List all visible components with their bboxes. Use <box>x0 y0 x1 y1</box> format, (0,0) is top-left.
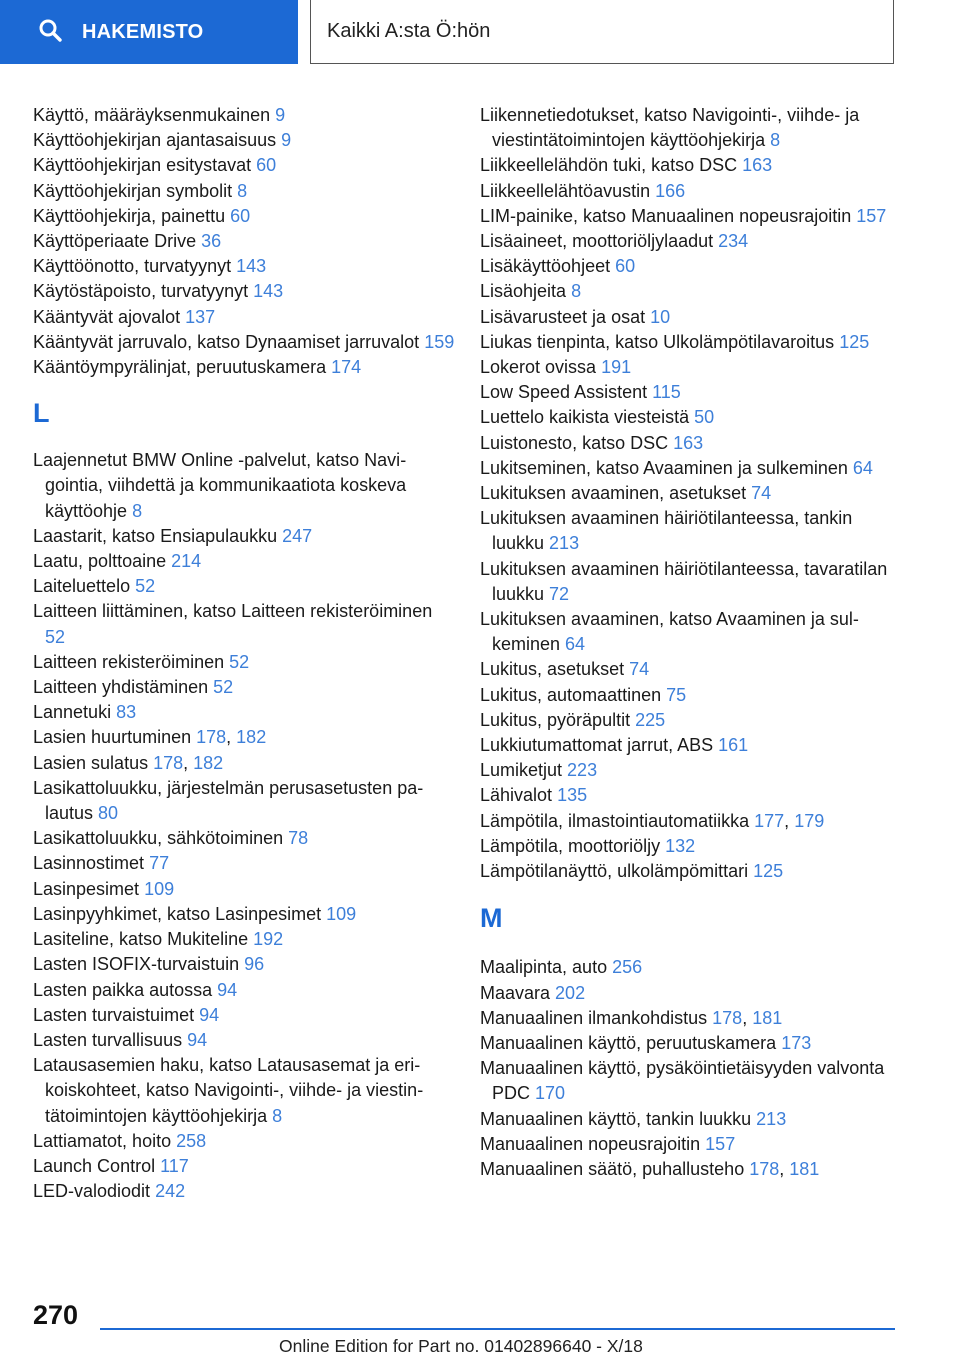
index-entry-text: Lukitus, pyöräpultit <box>480 709 636 730</box>
index-entry <box>480 279 900 304</box>
page-ref-link[interactable]: 214 <box>171 551 202 572</box>
page-ref-link[interactable]: 179 <box>794 810 825 831</box>
index-entry-text: Lasten turvallisuus <box>33 1029 188 1050</box>
page-ref-link[interactable]: 135 <box>557 785 588 806</box>
index-entry-text: Liikkeellelähtöavustin <box>480 180 656 201</box>
page-ref-link[interactable]: 52 <box>213 677 234 698</box>
index-entry-text: Lannetuki <box>33 702 117 723</box>
index-entry <box>33 179 455 204</box>
index-entry <box>480 708 900 733</box>
a-to-z-tab-label: Kaikki A:sta Ö:hön <box>327 20 491 42</box>
page-ref-link[interactable]: 78 <box>288 828 309 849</box>
page-ref-link[interactable]: 83 <box>116 702 137 723</box>
page-ref-link[interactable]: 9 <box>275 105 286 125</box>
index-entry <box>480 683 900 708</box>
index-entry-text: Kääntyvät jarruvalo, katso Dynaamiset jarruvalot <box>33 331 425 352</box>
index-entry <box>480 1132 900 1157</box>
page-ref-link[interactable]: 234 <box>718 231 749 252</box>
index-entry-text: Lisäkäyttöohjeet <box>480 256 616 277</box>
index-entry <box>480 380 900 405</box>
index-entry-text: Laiteluettelo <box>33 576 136 597</box>
index-entry <box>33 330 455 355</box>
section-letter: M <box>480 903 503 934</box>
index-entry <box>480 557 900 607</box>
page-ref-link[interactable]: 8 <box>237 180 248 201</box>
index-entry-text: Lämpötila, moottoriöljy <box>480 835 666 856</box>
index-entry-text: Laitteen liittäminen, katso Laitteen rekisteröiminen <box>33 601 433 622</box>
index-entry-text: Lasinnostimet <box>33 853 150 874</box>
index-entry-text: Lämpötila, ilmastointiautomatiikka <box>480 810 755 831</box>
page-ref-link[interactable]: 125 <box>839 331 870 352</box>
ref-separator: , <box>742 1007 753 1028</box>
index-entry <box>480 431 900 456</box>
page-ref-link[interactable]: 64 <box>565 634 586 655</box>
section-letter: L <box>33 398 50 429</box>
index-entry <box>480 355 900 380</box>
index-entry-text: Luettelo kaikista viesteistä <box>480 407 695 428</box>
page-ref-link[interactable]: 117 <box>160 1155 189 1176</box>
index-entry <box>480 506 900 556</box>
index-entry <box>480 153 900 178</box>
index-entry-text: Lasten ISOFIX-turvaistuin <box>33 954 245 975</box>
page-ref-link[interactable]: 213 <box>756 1108 787 1129</box>
index-entry-text: Käytöstäpoisto, turvatyynyt <box>33 281 254 302</box>
index-entry-text: Luistonesto, katso DSC <box>480 432 674 453</box>
index-entry-text: Lukituksen avaaminen, katso Avaaminen ja sulkeminen <box>480 609 859 655</box>
index-entry-text: Maavara <box>480 982 556 1003</box>
page-ref-link[interactable]: 182 <box>193 752 224 773</box>
index-entry-text: Lasinpesimet <box>33 878 145 899</box>
page-ref-link[interactable]: 109 <box>326 903 357 924</box>
footer-divider <box>100 1328 895 1330</box>
index-entry <box>480 1107 900 1132</box>
page-ref-link[interactable]: 178 <box>749 1158 780 1179</box>
index-entry-text: Lasiteline, katso Mukiteline <box>33 929 254 950</box>
ref-separator: , <box>779 1158 790 1179</box>
page-ref-link[interactable]: 96 <box>244 954 265 975</box>
index-entry <box>480 305 900 330</box>
page-ref-link[interactable]: 202 <box>555 982 586 1003</box>
index-entry-text: Lukituksen avaaminen, asetukset <box>480 483 752 504</box>
index-entry <box>480 981 900 1006</box>
page-ref-link[interactable]: 178 <box>712 1007 743 1028</box>
page-ref-link[interactable]: 94 <box>217 979 238 1000</box>
index-entry-text: Lasten paikka autossa <box>33 979 218 1000</box>
page-ref-link[interactable]: 143 <box>236 256 267 277</box>
index-entry-text: Manuaalinen käyttö, pysäköintietäisyyden valvonta PDC <box>480 1058 885 1104</box>
page-ref-link[interactable]: 52 <box>229 651 250 672</box>
index-entry <box>480 607 900 657</box>
page-ref-link[interactable]: 74 <box>629 659 650 680</box>
index-entry-text: Kääntöympyrälinjat, peruutuskamera <box>33 357 332 378</box>
page-ref-link[interactable]: 137 <box>185 306 216 327</box>
page-ref-link[interactable]: 174 <box>331 357 362 378</box>
index-entry <box>480 330 900 355</box>
index-entry <box>480 809 900 834</box>
index-entry <box>33 700 455 725</box>
index-entry <box>33 776 455 826</box>
index-entry <box>480 1006 900 1031</box>
index-entry-text: Lumiketjut <box>480 760 568 781</box>
index-entry-text: Käyttöohjekirjan ajantasaisuus <box>33 130 282 151</box>
page-ref-link[interactable]: 77 <box>149 853 170 874</box>
page-ref-link[interactable]: 182 <box>236 727 267 748</box>
index-entry-text: Manuaalinen käyttö, peruutuskamera <box>480 1032 782 1053</box>
index-entry <box>33 153 455 178</box>
ref-separator: , <box>183 752 194 773</box>
page-ref-link[interactable]: 191 <box>601 357 632 378</box>
page-ref-link[interactable]: 213 <box>549 533 580 554</box>
index-entry <box>33 254 455 279</box>
index-entry <box>480 1157 900 1182</box>
page-ref-link[interactable]: 125 <box>753 861 784 882</box>
ref-separator: , <box>784 810 795 831</box>
a-to-z-tab[interactable] <box>310 0 894 64</box>
index-entry <box>33 927 455 952</box>
index-entry <box>480 481 900 506</box>
index-entry-text: Lasien sulatus <box>33 752 154 773</box>
page-number: 270 <box>33 1300 79 1330</box>
page-ref-link[interactable]: 74 <box>751 483 772 504</box>
index-entry-text: Lasikattoluukku, järjestelmän perusasetusten palautus <box>33 777 424 824</box>
page-ref-link[interactable]: 8 <box>571 281 582 302</box>
index-entry <box>480 657 900 682</box>
index-entry-text: Liikkeellelähdön tuki, katso DSC <box>480 155 743 176</box>
index-entry <box>33 229 455 254</box>
page-ref-link[interactable]: 242 <box>155 1181 186 1202</box>
index-entry <box>33 549 455 574</box>
page-ref-link[interactable]: 64 <box>852 457 873 478</box>
search-icon <box>38 18 62 47</box>
page-ref-link[interactable]: 256 <box>612 957 643 978</box>
index-entry <box>480 834 900 859</box>
page-ref-link[interactable]: 225 <box>635 709 666 730</box>
edition-text: Online Edition for Part no. 01402896640 - X/18 <box>279 1336 643 1356</box>
index-entry <box>33 204 455 229</box>
page-ref-link[interactable]: 50 <box>694 407 715 428</box>
page-ref-link[interactable]: 178 <box>196 727 227 748</box>
index-entry-text: Lattiamatot, hoito <box>33 1130 177 1151</box>
index-entry <box>33 1028 455 1053</box>
index-entry <box>33 675 455 700</box>
index-entry <box>33 103 455 128</box>
index-entry-text: Lukitus, automaattinen <box>480 684 667 705</box>
ref-separator: , <box>226 727 237 748</box>
index-entry-text: Low Speed Assistent <box>480 382 653 403</box>
index-entry-text: Launch Control <box>33 1155 161 1176</box>
page-ref-link[interactable]: 170 <box>535 1083 566 1104</box>
index-entry <box>480 783 900 808</box>
index-entry-text: LIM-painike, katso Manuaalinen nopeusrajoitin <box>480 205 857 226</box>
index-entry-text: Lisäohjeita <box>480 281 572 302</box>
page-ref-link[interactable]: 72 <box>549 583 570 604</box>
index-entry-text: Lukituksen avaaminen häiriötilanteessa, tavaratilan luukku <box>480 558 888 604</box>
page-ref-link[interactable]: 115 <box>652 382 681 403</box>
index-entry-text: Laitteen yhdistäminen <box>33 677 214 698</box>
index-entry-text: LED-valodiodit <box>33 1181 156 1202</box>
index-entry-text: Manuaalinen ilmankohdistus <box>480 1007 713 1028</box>
index-entry <box>33 826 455 851</box>
index-entry <box>33 448 455 524</box>
page-ref-link[interactable]: 9 <box>281 130 292 151</box>
page-ref-link[interactable]: 177 <box>754 810 785 831</box>
page-ref-link[interactable]: 94 <box>199 1004 220 1025</box>
index-entry-text: Käyttöperiaate Drive <box>33 231 202 252</box>
index-entry <box>480 229 900 254</box>
index-entry-text: Lisävarusteet ja osat <box>480 306 651 327</box>
index-entry-text: Lähivalot <box>480 785 558 806</box>
page-ref-link[interactable]: 132 <box>665 835 696 856</box>
index-entry-text: Kääntyvät ajovalot <box>33 306 186 327</box>
index-entry-text: Lasten turvaistuimet <box>33 1004 200 1025</box>
page-ref-link[interactable]: 192 <box>253 929 284 950</box>
index-entry-text: Lämpötilanäyttö, ulkolämpömittari <box>480 861 754 882</box>
index-entry <box>33 650 455 675</box>
index-tab[interactable] <box>0 0 298 64</box>
index-entry <box>33 1154 455 1179</box>
page-ref-link[interactable]: 258 <box>176 1130 207 1151</box>
index-entry-text: Käyttöohjekirja, painettu <box>33 205 231 226</box>
index-entry <box>33 877 455 902</box>
page-ref-link[interactable]: 60 <box>256 155 277 176</box>
index-entry-text: Laatu, polttoaine <box>33 551 172 572</box>
index-entry <box>480 1056 900 1106</box>
page-ref-link[interactable]: 157 <box>856 205 887 226</box>
index-entry <box>480 405 900 430</box>
index-entry-text: Lasien huurtuminen <box>33 727 197 748</box>
index-entry <box>33 1179 455 1204</box>
index-entry <box>33 128 455 153</box>
index-entry <box>480 456 900 481</box>
index-entry-text: Käyttöohjekirjan symbolit <box>33 180 238 201</box>
page-ref-link[interactable]: 247 <box>282 525 313 546</box>
index-entry-text: Lasikattoluukku, sähkötoiminen <box>33 828 289 849</box>
index-entry-text: Maalipinta, auto <box>480 957 613 978</box>
index-entry-text: Laastarit, katso Ensiapulaukku <box>33 525 283 546</box>
page-ref-link[interactable]: 143 <box>253 281 284 302</box>
index-entry <box>480 859 900 884</box>
index-entry <box>33 574 455 599</box>
index-entry-text: Lasinpyyhkimet, katso Lasinpesimet <box>33 903 327 924</box>
index-entry <box>480 204 900 229</box>
index-entry <box>480 103 900 153</box>
page-ref-link[interactable]: 166 <box>655 180 686 201</box>
index-entry <box>33 978 455 1003</box>
index-entry <box>480 254 900 279</box>
page-ref-link[interactable]: 36 <box>201 231 222 252</box>
index-tab-label: HAKEMISTO <box>82 20 204 43</box>
index-entry-text: Käyttöönotto, turvatyynyt <box>33 256 237 277</box>
index-entry-text: Käyttöohjekirjan esitystavat <box>33 155 257 176</box>
page-ref-link[interactable]: 181 <box>752 1007 783 1028</box>
page-ref-link[interactable]: 163 <box>742 155 773 176</box>
index-entry <box>33 902 455 927</box>
index-entry <box>33 751 455 776</box>
page-ref-link[interactable]: 157 <box>705 1133 736 1154</box>
index-entry <box>480 1031 900 1056</box>
index-entry-text: Lukkiutumattomat jarrut, ABS <box>480 735 719 756</box>
index-column-left <box>33 103 455 1204</box>
page-ref-link[interactable]: 60 <box>230 205 251 226</box>
index-entry-text: Lisäaineet, moottoriöljylaadut <box>480 231 719 252</box>
page-ref-link[interactable]: 223 <box>567 760 598 781</box>
index-entry <box>33 952 455 977</box>
index-entry-text: Laajennetut BMW Online -palvelut, katso Navigointia, viihdettä ja kommunikaatiota koskeva käyttöohje <box>33 450 407 521</box>
index-entry <box>480 733 900 758</box>
index-entry <box>33 725 455 750</box>
page-ref-link[interactable]: 52 <box>45 626 66 647</box>
index-entry <box>480 179 900 204</box>
index-entry-text: Lokerot ovissa <box>480 357 602 378</box>
index-entry-text: Lukituksen avaaminen häiriötilanteessa, tankin luukku <box>480 508 853 554</box>
page-ref-link[interactable]: 161 <box>718 735 749 756</box>
page-ref-link[interactable]: 8 <box>272 1105 283 1126</box>
page-ref-link[interactable]: 52 <box>135 576 156 597</box>
page-ref-link[interactable]: 10 <box>650 306 671 327</box>
page-ref-link[interactable]: 94 <box>187 1029 208 1050</box>
page-ref-link[interactable]: 173 <box>781 1032 812 1053</box>
page-ref-link[interactable]: 80 <box>98 803 119 824</box>
index-entry-text: Käyttö, määräyksenmukainen <box>33 105 276 125</box>
index-entry-text: Laitteen rekisteröiminen <box>33 651 230 672</box>
index-entry-text: Manuaalinen säätö, puhallusteho <box>480 1158 750 1179</box>
index-entry <box>480 955 900 980</box>
index-entry-text: Liukas tienpinta, katso Ulkolämpötilavaroitus <box>480 331 840 352</box>
index-entry-text: Lukitseminen, katso Avaaminen ja sulkeminen <box>480 457 853 478</box>
header-bar <box>0 0 960 68</box>
page-ref-link[interactable]: 178 <box>153 752 184 773</box>
index-entry <box>33 355 455 380</box>
page-ref-link[interactable]: 60 <box>615 256 636 277</box>
page-ref-link[interactable]: 8 <box>770 130 781 151</box>
index-entry <box>33 1129 455 1154</box>
index-entry-text: Latausasemien haku, katso Latausasemat ja erikoiskohteet, katso Navigointi-, viihde- ja viestintätoimintojen käyttöohjekirja <box>33 1055 424 1126</box>
page-ref-link[interactable]: 163 <box>673 432 704 453</box>
index-entry <box>33 279 455 304</box>
index-entry-text: Liikennetiedotukset, katso Navigointi-, viihde- ja viestintätoimintojen käyttöohjekirja <box>480 105 860 151</box>
page-ref-link[interactable]: 8 <box>132 500 143 521</box>
index-entry <box>33 1003 455 1028</box>
index-entry <box>33 599 455 649</box>
index-column-right <box>480 103 900 1182</box>
index-entry-text: Manuaalinen käyttö, tankin luukku <box>480 1108 757 1129</box>
index-entry <box>480 758 900 783</box>
page-ref-link[interactable]: 109 <box>144 878 175 899</box>
index-entry-text: Lukitus, asetukset <box>480 659 630 680</box>
page-ref-link[interactable]: 159 <box>424 331 455 352</box>
index-entry <box>33 851 455 876</box>
index-entry <box>33 305 455 330</box>
index-entry-text: Manuaalinen nopeusrajoitin <box>480 1133 706 1154</box>
index-entry <box>33 524 455 549</box>
page-ref-link[interactable]: 75 <box>666 684 687 705</box>
index-entry <box>33 1053 455 1129</box>
page-ref-link[interactable]: 181 <box>789 1158 820 1179</box>
